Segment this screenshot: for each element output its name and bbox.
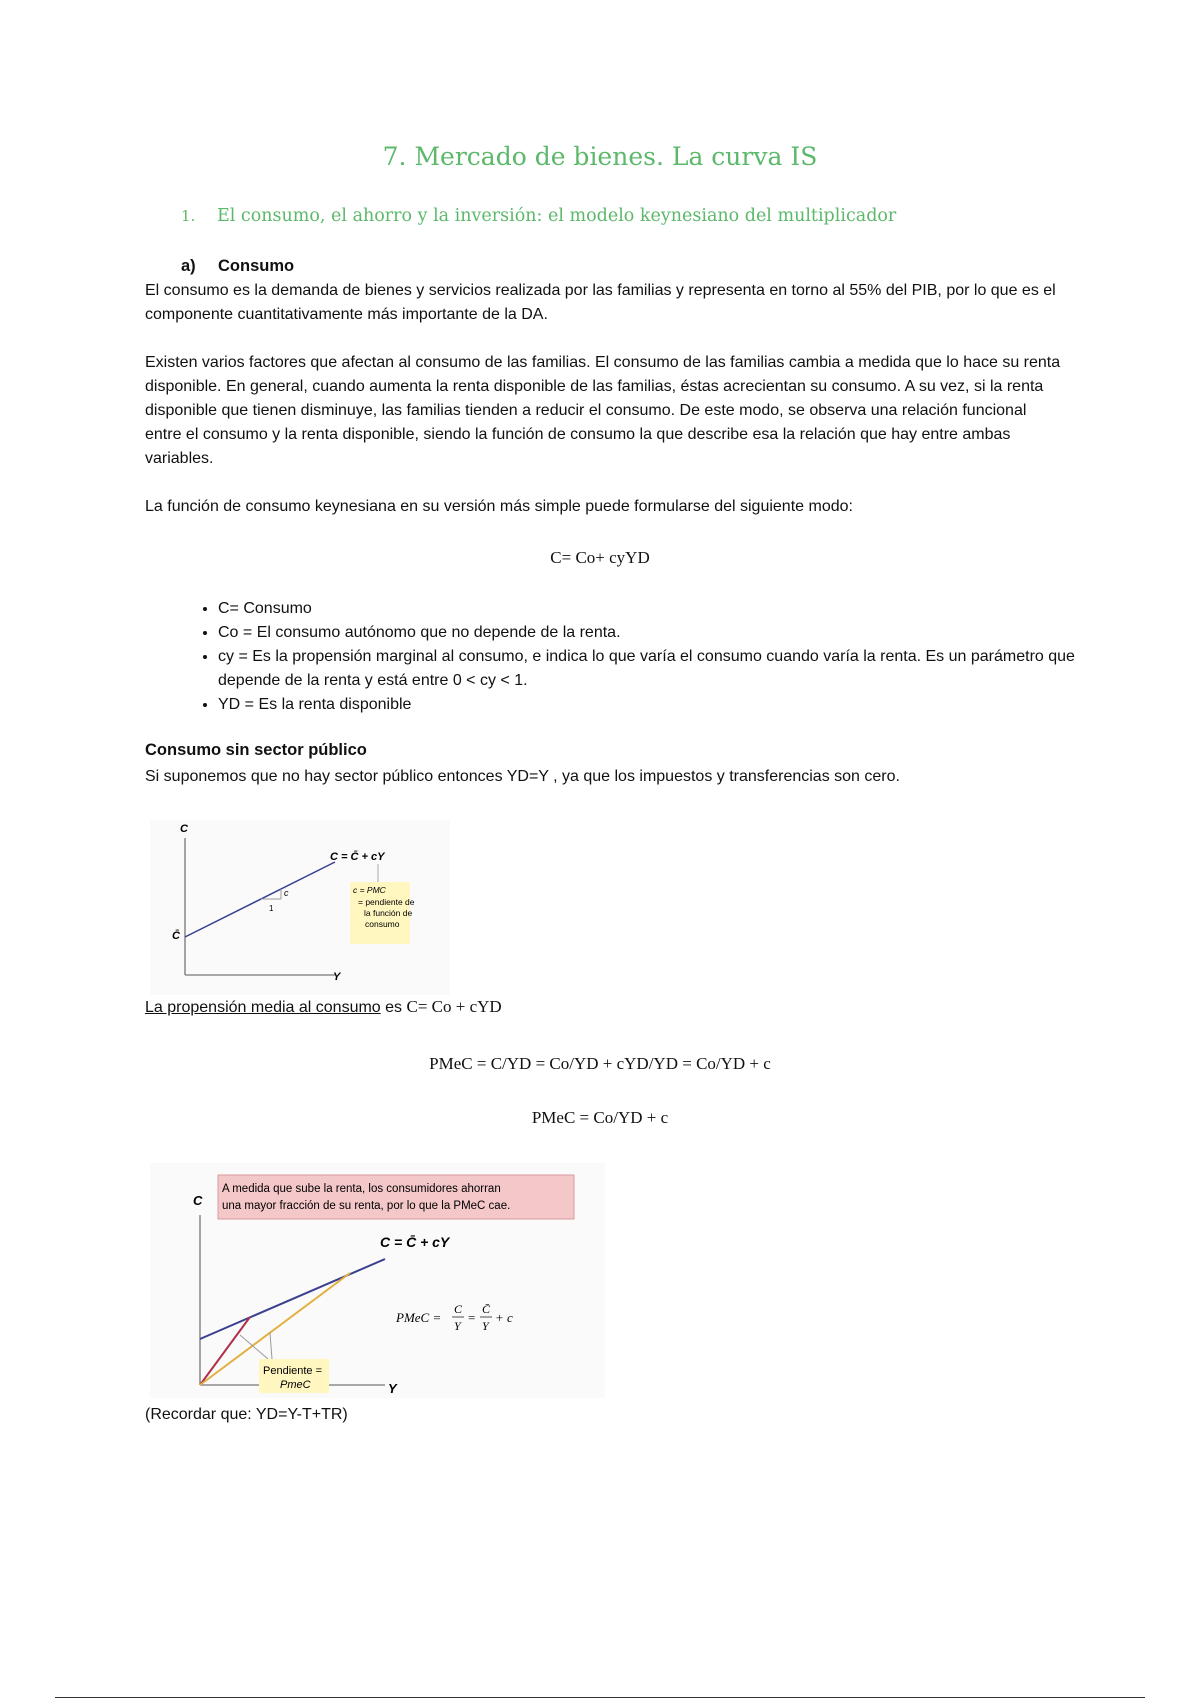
figure1-line-label: C = C̄ + cY <box>330 851 385 863</box>
figure2-callout-box <box>218 1175 574 1219</box>
definition-item: • YD = Es la renta disponible <box>218 693 1098 717</box>
paragraph-function-intro: La función de consumo keynesiana en su versión más simple puede formularse del siguiente modo: <box>145 498 853 515</box>
figure1-x-axis-label: Y <box>333 971 341 983</box>
figure2-fraction-c-numerator: C <box>454 1302 463 1316</box>
figure2-y-axis-label: C <box>193 1193 203 1208</box>
figure2-fraction-cbar-numerator: C̄ <box>482 1302 491 1316</box>
figure1-note-line: c = PMC <box>353 885 386 895</box>
section-title-text: El consumo, el ahorro y la inversión: el modelo keynesiano del multiplicador <box>217 206 897 226</box>
section-title <box>181 206 896 226</box>
paragraph-factors: Existen varios factores que afectan al consumo de las familias. El consumo de las familias cambia a medida que lo hace su renta disponible. En general, cuando aumenta la renta disponible de las familias, éstas acrecientan su consumo. A su vez, si la renta disponible que tienen disminuye, las familias tienden a reducir el consumo. De este modo, se observa una relación funcional entre el consumo y la renta disponible, siendo la función de consumo la que describe esa la relación que hay entre ambas variables. <box>145 354 1061 467</box>
propension-media-underlined: La propensión media al consumo <box>145 999 381 1016</box>
formula-consumo: C= Co+ cyYD <box>550 548 650 567</box>
figure1-y-axis-label: C <box>180 823 188 835</box>
subsection-heading <box>181 257 294 276</box>
figure2-fraction-y-denominator: Y <box>482 1319 489 1333</box>
figure1-slope-rise-label: c <box>284 888 289 898</box>
figure1-note-line: = pendiente de <box>358 897 415 907</box>
figure1-note-line: la función de <box>364 908 413 918</box>
paragraph-intro: El consumo es la demanda de bienes y servicios realizada por las familias y representa en torno al 55% del PIB, por lo que es el componente cuantitativamente más importante de la DA. <box>145 282 1056 323</box>
figure2-equals-sign: = <box>468 1310 476 1325</box>
no-public-sector-heading: Consumo sin sector público <box>145 741 367 759</box>
average-propensity-figure <box>150 1163 605 1398</box>
propension-media-line <box>145 997 502 1017</box>
figure2-x-axis-label: Y <box>388 1381 397 1396</box>
propension-media-formula: C= Co + cYD <box>406 997 502 1016</box>
subsection-label: a) <box>181 257 196 275</box>
definition-item: • cy = Es la propensión marginal al consumo, e indica lo que varía el consumo cuando varía la renta. Es un parámetro que depende de la renta y está entre 0 < cy < 1. <box>218 645 1098 693</box>
figure1-slope-run-label: 1 <box>269 904 274 913</box>
definitions-list <box>180 597 1098 717</box>
page-title: 7. Mercado de bienes. La curva IS <box>382 142 818 171</box>
footer-divider <box>55 1697 1145 1698</box>
figure2-callout-line: A medida que sube la renta, los consumidores ahorran <box>222 1183 501 1195</box>
figure2-callout-line: una mayor fracción de su renta, por lo que la PMeC cae. <box>222 1200 511 1212</box>
figure2-fraction-y-denominator: Y <box>454 1319 461 1333</box>
no-public-sector-text: Si suponemos que no hay sector público entonces YD=Y , ya que los impuestos y transferencias son cero. <box>145 768 900 785</box>
figure2-slope-note-line: Pendiente = <box>263 1365 323 1377</box>
consumption-function-figure <box>150 820 450 995</box>
formula-pmec-expanded: PMeC = C/YD = Co/YD + cYD/YD = Co/YD + c <box>429 1054 771 1073</box>
definition-item: • Co = El consumo autónomo que no depende de la renta. <box>218 621 1098 645</box>
figure2-pmec-formula-prefix: PMeC = <box>396 1310 442 1325</box>
definition-item: • C= Consumo <box>218 597 1098 621</box>
propension-media-connector: es <box>380 999 407 1016</box>
section-number: 1. <box>181 207 196 225</box>
figure1-intercept-label: C̄ <box>172 930 180 942</box>
figure2-line-label: C = C̄ + cY <box>380 1234 450 1250</box>
figure2-plus-c: + c <box>495 1310 513 1325</box>
recordar-note: (Recordar que: YD=Y-T+TR) <box>145 1406 348 1423</box>
figure2-slope-note-line: PmeC <box>280 1379 311 1391</box>
figure1-note-line: consumo <box>365 919 400 929</box>
formula-pmec-simplified: PMeC = Co/YD + c <box>531 1108 669 1127</box>
subsection-title: Consumo <box>218 257 295 275</box>
